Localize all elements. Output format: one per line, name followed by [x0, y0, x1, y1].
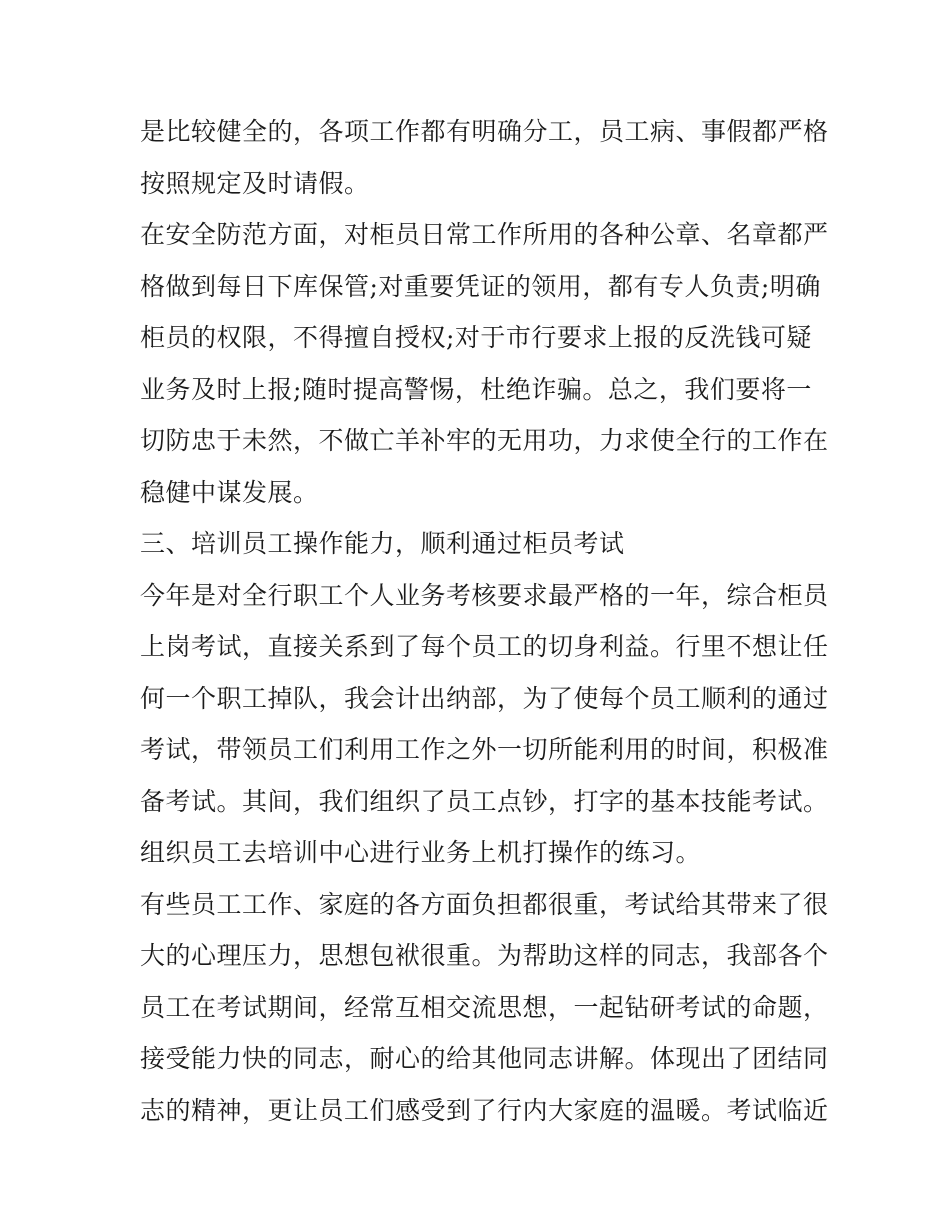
text-line: 备考试。其间，我们组织了员工点钞，打字的基本技能考试。: [140, 786, 829, 816]
text-line: 按照规定及时请假。: [140, 168, 370, 198]
body-text: [140, 106, 829, 1136]
text-line: 何一个职工掉队，我会计出纳部，为了使每个员工顺利的通过: [140, 683, 829, 713]
text-line: 志的精神，更让员工们感受到了行内大家庭的温暖。考试临近: [140, 1095, 829, 1125]
section-heading: 三、培训员工操作能力，顺利通过柜员考试: [140, 529, 625, 558]
text-line: 柜员的权限，不得擅自授权;对于市行要求上报的反洗钱可疑: [140, 323, 812, 352]
text-line: 有些员工工作、家庭的各方面负担都很重，考试给其带来了很: [140, 889, 829, 919]
text-line: 稳健中谋发展。: [140, 477, 319, 507]
text-line: 员工在考试期间，经常互相交流思想，一起钻研考试的命题，: [140, 992, 829, 1022]
text-line: 大的心理压力，思想包袱很重。为帮助这样的同志，我部各个: [140, 941, 829, 970]
text-line: 在安全防范方面，对柜员日常工作所用的各种公章、名章都严: [140, 220, 829, 249]
text-line: 是比较健全的，各项工作都有明确分工，员工病、事假都严格: [140, 117, 829, 146]
text-line: 今年是对全行职工个人业务考核要求最严格的一年，综合柜员: [140, 580, 829, 610]
text-line: 格做到每日下库保管;对重要凭证的领用，都有专人负责;明确: [140, 271, 821, 301]
text-line: 切防忠于未然，不做亡羊补牢的无用功，力求使全行的工作在: [140, 426, 829, 455]
text-line: 组织员工去培训中心进行业务上机打操作的练习。: [140, 838, 702, 867]
text-line: 考试，带领员工们利用工作之外一切所能利用的时间，积极准: [140, 735, 829, 764]
text-line: 业务及时上报;随时提高警惕，杜绝诈骗。总之，我们要将一: [140, 374, 812, 404]
text-line: 接受能力快的同志，耐心的给其他同志讲解。体现出了团结同: [140, 1044, 829, 1073]
text-line: 上岗考试，直接关系到了每个员工的切身利益。行里不想让任: [140, 632, 829, 661]
